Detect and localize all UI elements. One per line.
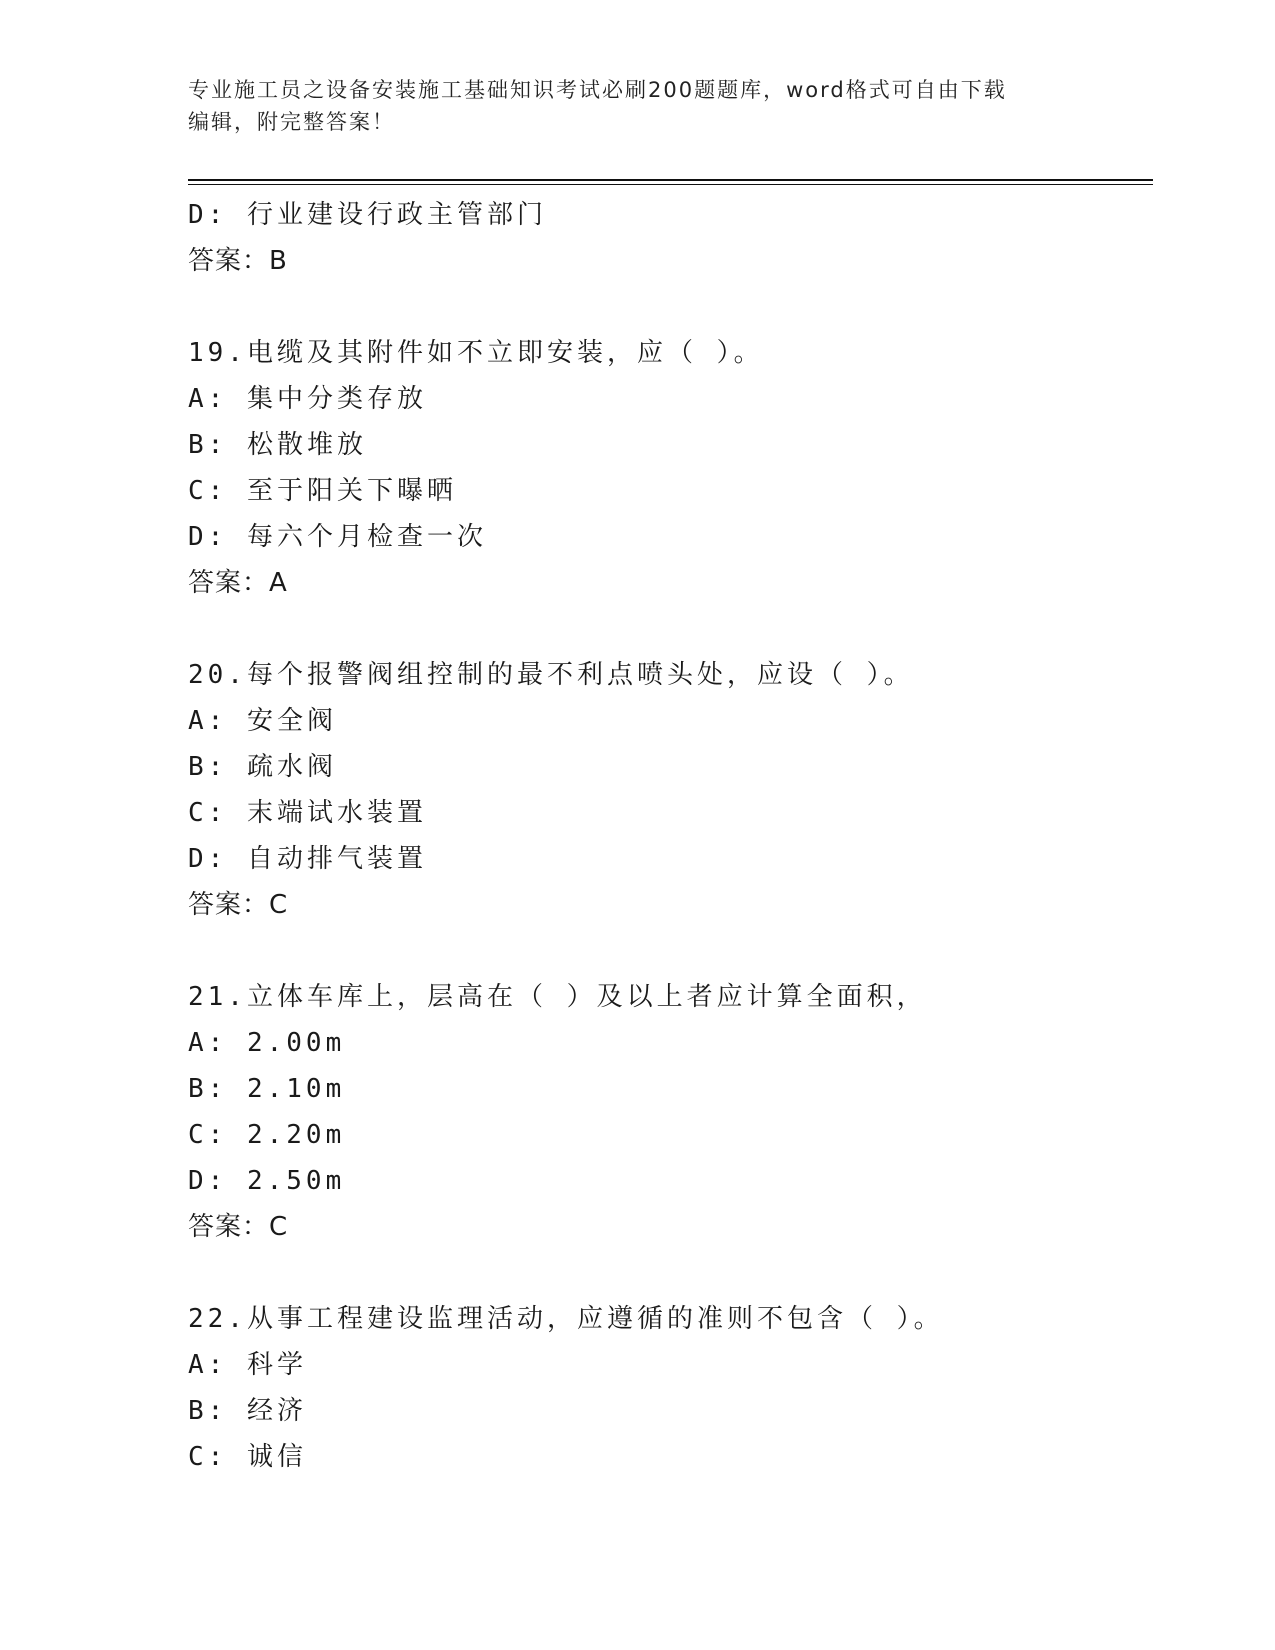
- question-19-stem: 19.电缆及其附件如不立即安装，应（ ）。: [188, 338, 764, 368]
- question-20-stem: 20.每个报警阀组控制的最不利点喷头处，应设（ ）。: [188, 660, 914, 690]
- question-21-option-b: B: 2.10m: [188, 1074, 346, 1104]
- document-header: [188, 74, 1088, 138]
- question-21-stem: 21.立体车库上，层高在（ ）及以上者应计算全面积，: [188, 982, 927, 1012]
- question-19-option-a: A: 集中分类存放: [188, 384, 427, 414]
- spacer: [188, 1250, 1148, 1296]
- question-21-option-c: C: 2.20m: [188, 1120, 346, 1150]
- question-21-option-a: A: 2.00m: [188, 1028, 346, 1058]
- header-divider-thin: [188, 184, 1153, 185]
- spacer: [188, 928, 1148, 974]
- spacer: [188, 606, 1148, 652]
- question-19-option-d: D: 每六个月检查一次: [188, 522, 487, 552]
- prev-option-d: D: 行业建设行政主管部门: [188, 200, 547, 230]
- question-22-stem: 22.从事工程建设监理活动，应遵循的准则不包含（ ）。: [188, 1304, 944, 1334]
- question-22-option-c: C: 诚信: [188, 1442, 307, 1472]
- question-22-option-b: B: 经济: [188, 1396, 307, 1426]
- header-title-line-2: 编辑，附完整答案！: [188, 110, 395, 134]
- question-20-answer: 答案：C: [188, 890, 289, 920]
- question-20-option-a: A: 安全阀: [188, 706, 337, 736]
- question-20-option-b: B: 疏水阀: [188, 752, 337, 782]
- question-19-option-c: C: 至于阳关下曝晒: [188, 476, 457, 506]
- prev-answer: 答案：B: [188, 246, 288, 276]
- question-22-option-a: A: 科学: [188, 1350, 307, 1380]
- question-list: [188, 192, 1148, 1480]
- question-19-option-b: B: 松散堆放: [188, 430, 367, 460]
- header-divider-thick: [188, 179, 1153, 181]
- question-20-option-c: C: 末端试水装置: [188, 798, 427, 828]
- question-21-option-d: D: 2.50m: [188, 1166, 346, 1196]
- header-title-line-1: 专业施工员之设备安装施工基础知识考试必刷200题题库，word格式可自由下载: [188, 78, 1007, 102]
- question-20-option-d: D: 自动排气装置: [188, 844, 427, 874]
- question-19-answer: 答案：A: [188, 568, 288, 598]
- question-21-answer: 答案：C: [188, 1212, 289, 1242]
- spacer: [188, 284, 1148, 330]
